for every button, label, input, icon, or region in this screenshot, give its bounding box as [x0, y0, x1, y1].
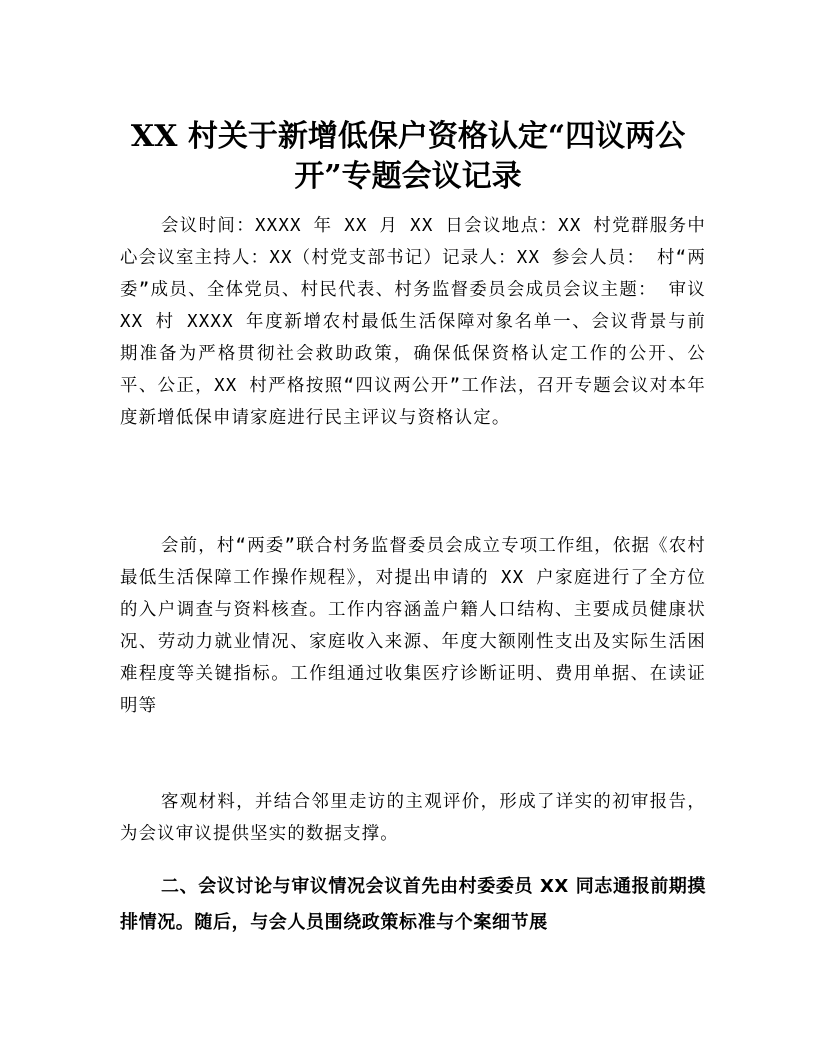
document-title-line-1: XX 村关于新增低保户资格认定“四议两公	[130, 119, 686, 154]
paragraph-preparation: 会前，村“两委”联合村务监督委员会成立专项工作组，依据《农村最低生活保障工作操作规程》，对提出申请的 XX 户家庭进行了全方位的入户调查与资料核查。工作内容涵盖户籍人口结构、主要成员健康状况、劳动力就业情况、家庭收入来源、年度大额刚性支出及实际生活困难程度等关键指标。工作组通过收集医疗诊断证明、费用单据、在读证明等	[120, 536, 706, 716]
document-title-line-2: 开”专题会议记录	[294, 159, 522, 194]
section-heading-discussion: 二、会议讨论与审议情况会议首先由村委委员 XX 同志通报前期摸排情况。随后，与会人员围绕政策标准与个案细节展	[120, 876, 706, 933]
paragraph-meeting-info: 会议时间：XXXX 年 XX 月 XX 日会议地点：XX 村党群服务中心会议室主持人：XX（村党支部书记）记录人：XX 参会人员： 村“两委”成员、全体党员、村民代表、村务监督委员会成员会议主题： 审议 XX 村 XXXX 年度新增农村最低生活保障对象名单一、会议背景与前期准备为严格贯彻社会救助政策，确保低保资格认定工作的公开、公平、公正，XX 村严格按照“四议两公开”工作法，召开专题会议对本年度新增低保申请家庭进行民主评议与资格认定。	[120, 216, 706, 428]
paragraph-materials: 客观材料，并结合邻里走访的主观评价，形成了详实的初审报告，为会议审议提供坚实的数据支撑。	[120, 792, 706, 844]
